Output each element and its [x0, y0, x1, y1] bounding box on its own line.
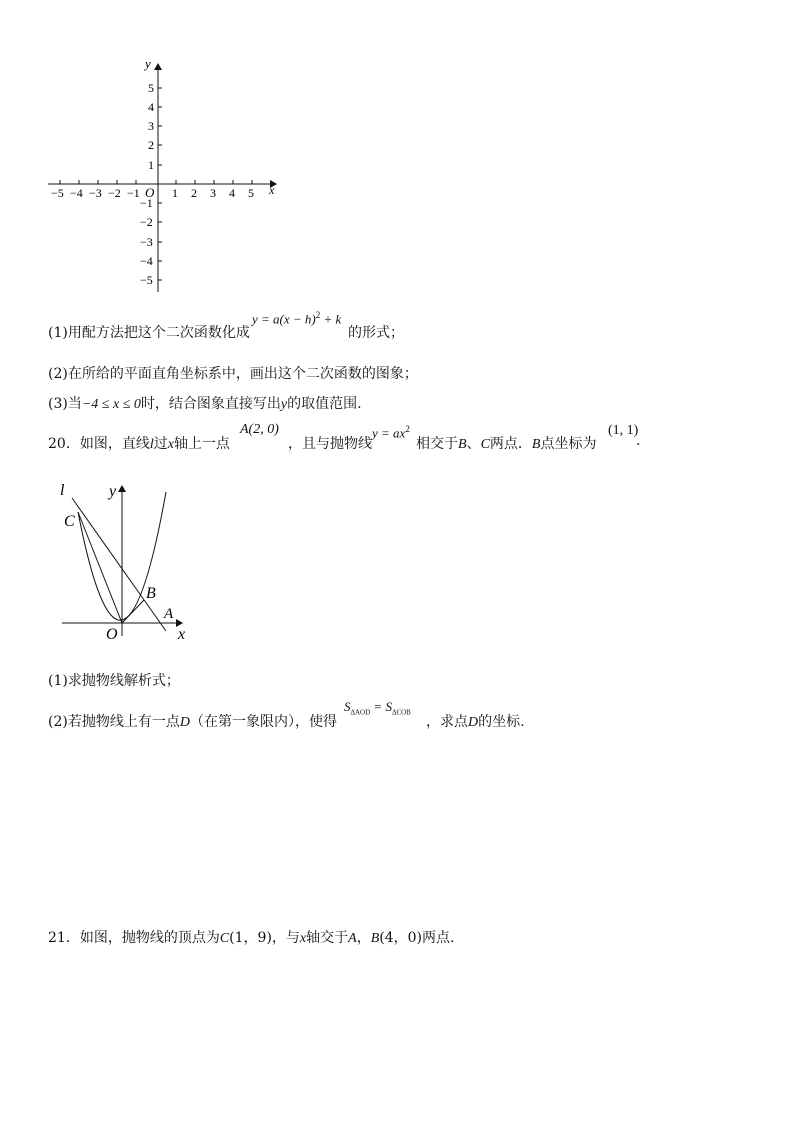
y-tick-label: −4	[140, 254, 153, 268]
label-o: O	[106, 626, 118, 643]
y-tick-label: −5	[140, 273, 153, 287]
x-tick-label: 1	[172, 186, 178, 200]
x-tick-label: 4	[229, 186, 235, 200]
vertex-form-a: y = a(x − h)	[252, 311, 316, 327]
point-a-formula: A(2, 0)	[240, 422, 279, 437]
x-tick-label: −4	[70, 186, 83, 200]
x-tick-label: 5	[248, 186, 254, 200]
q19-part1-prefix: (1)用配方法把这个二次函数化成	[48, 325, 250, 341]
q20-part1: (1)求抛物线解析式；	[48, 673, 180, 689]
q20-text: 点坐标为	[540, 436, 597, 452]
q19-part1	[48, 322, 250, 342]
q21-text: 两点.	[422, 930, 455, 946]
y-tick-label: 5	[148, 81, 154, 95]
y-tick-label: 2	[148, 138, 154, 152]
x-tick-label: −5	[51, 186, 64, 200]
point-b: B	[458, 437, 467, 452]
q21-text: ，与	[271, 930, 300, 946]
q19-part2: (2)在所给的平面直角坐标系中，画出这个二次函数的图象；	[48, 366, 418, 382]
y-tick-label: 3	[148, 119, 154, 133]
y-tick-label: 1	[148, 158, 154, 172]
q20-stem-mid: ，且与抛物线	[288, 436, 372, 452]
var-x: x	[299, 931, 307, 946]
q19-part3-suffix: 的取值范围.	[287, 396, 362, 412]
label-c: C	[64, 513, 75, 530]
parabola-exp: 2	[405, 424, 410, 434]
y-axis-label: y	[145, 56, 151, 71]
point-b: B	[370, 931, 380, 946]
q20-num: 20．如图，直线	[48, 436, 150, 452]
q21-text: ，	[356, 930, 371, 946]
y-tick-label: 4	[148, 100, 154, 114]
var-x: x	[167, 437, 174, 452]
inequality: −4 ≤ x ≤ 0	[81, 397, 141, 412]
x-axis-label: x	[269, 183, 275, 197]
area-s2-sub: ΔCOB	[391, 708, 411, 717]
area-s2: S	[385, 699, 392, 714]
q20-part2	[48, 711, 337, 731]
parabola-formula	[372, 424, 410, 441]
q20-part2-after: ，求点	[426, 714, 468, 730]
area-s1: S	[344, 699, 351, 714]
point-a: A	[348, 931, 357, 946]
q20-part2-prefix: (2)若抛物线上有一点	[48, 714, 180, 730]
q19-part3	[48, 393, 362, 413]
x-ticks	[60, 180, 252, 184]
q20-part2-end-text: 的坐标.	[478, 714, 525, 730]
parabola-a: y = ax	[372, 425, 406, 441]
label-x: x	[178, 626, 186, 643]
line-l	[72, 498, 166, 631]
q21-num: 21．如图，抛物线的顶点为	[48, 930, 220, 946]
area-eq: =	[370, 699, 386, 714]
x-tick-label: −2	[108, 186, 121, 200]
point-d: D	[179, 715, 190, 730]
vertex-form-b: + k	[320, 311, 342, 327]
point-b: B	[531, 437, 541, 452]
point-b-coord: (1, 1)	[608, 423, 639, 438]
x-tick-label: 2	[191, 186, 197, 200]
y-tick-label: −2	[140, 215, 153, 229]
q20-text: 、	[466, 436, 481, 452]
label-y: y	[109, 483, 117, 500]
q19-part3-mid: 时，结合图象直接写出	[140, 396, 281, 412]
label-b: B	[146, 585, 156, 602]
q20-text: 相交于	[416, 436, 458, 452]
origin-label: O	[145, 185, 155, 200]
y-tick-label: −1	[140, 196, 153, 210]
area-s1-sub: ΔAOD	[350, 708, 371, 717]
y-tick-label: −3	[140, 235, 153, 249]
q21-text: 轴交于	[306, 930, 349, 946]
q20-part2-end	[426, 711, 525, 731]
q20-stem	[48, 433, 230, 453]
line-l: l	[149, 437, 154, 452]
coord-c: (1，9)	[229, 930, 272, 946]
coordinate-grid-figure	[40, 52, 290, 302]
q20-part2-mid: （在第一象限内），使得	[189, 714, 337, 730]
point-d: D	[468, 715, 479, 730]
segment-oc	[78, 512, 122, 623]
area-equation	[344, 699, 411, 717]
x-tick-label: −1	[127, 186, 140, 200]
vertex-form-formula	[252, 310, 341, 327]
q19-part1-suffix: 的形式；	[348, 325, 404, 341]
var-y: y	[280, 397, 288, 412]
x-tick-label: 3	[210, 186, 216, 200]
x-tick-label: −3	[89, 186, 102, 200]
label-a: A	[164, 606, 174, 622]
point-c: C	[480, 437, 490, 452]
q21-stem	[48, 927, 454, 947]
q20-stem-end	[416, 433, 596, 453]
parabola-line-figure	[56, 478, 196, 644]
q20-text: 两点．	[489, 436, 532, 452]
q19-part3-prefix: (3)当	[48, 396, 82, 412]
q20-text: 轴上一点	[173, 436, 230, 452]
coord-b: (4，0)	[379, 930, 423, 946]
q20-stem-period: .	[636, 433, 641, 449]
vertex-form-exp: 2	[315, 310, 321, 320]
segment-ob	[122, 600, 144, 623]
label-l: l	[60, 482, 65, 499]
point-c: C	[219, 931, 230, 946]
q20-text: 过	[153, 436, 168, 452]
